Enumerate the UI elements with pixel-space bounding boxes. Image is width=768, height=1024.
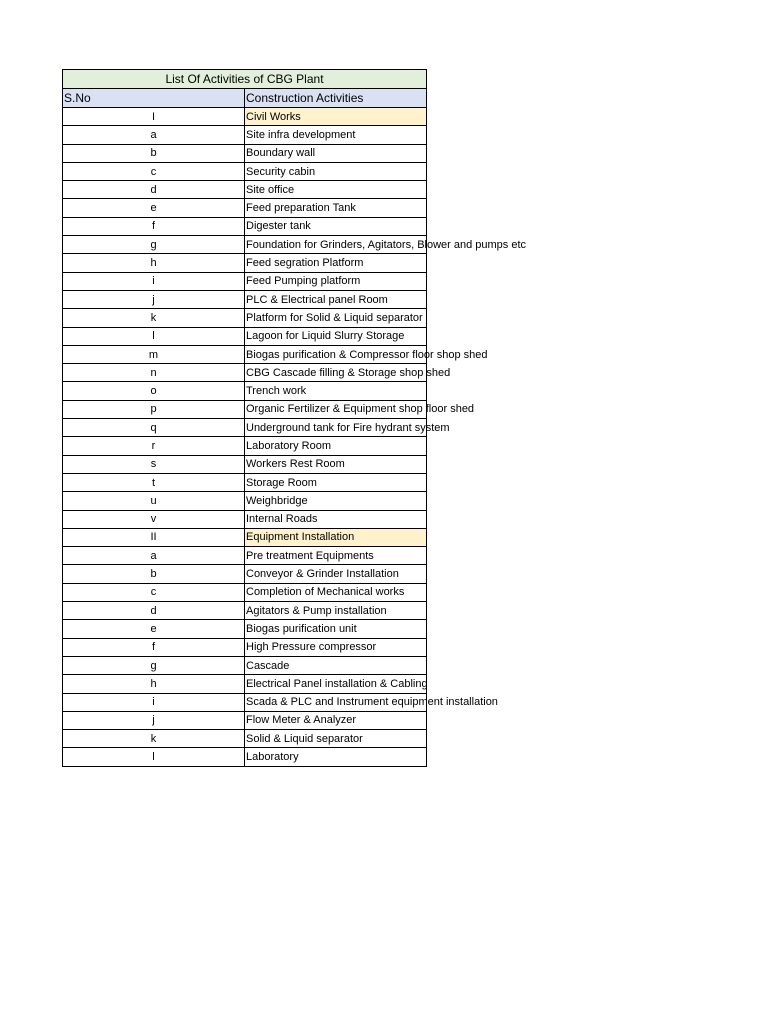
table-row [63, 547, 427, 565]
sno-cell[interactable]: k [63, 730, 245, 748]
activity-cell[interactable]: Digester tank [245, 217, 427, 235]
sno-cell[interactable]: n [63, 364, 245, 382]
sno-cell[interactable]: I [63, 108, 245, 126]
table-row [63, 272, 427, 290]
sno-cell[interactable]: l [63, 748, 245, 766]
activity-cell[interactable]: Platform for Solid & Liquid separator [245, 309, 427, 327]
table-row [63, 181, 427, 199]
section-row [63, 528, 427, 546]
activity-cell[interactable]: Security cabin [245, 162, 427, 180]
activity-cell[interactable]: Agitators & Pump installation [245, 602, 427, 620]
table-row [63, 144, 427, 162]
sno-cell[interactable]: p [63, 400, 245, 418]
header-activity[interactable]: Construction Activities [245, 89, 427, 108]
table-row [63, 236, 427, 254]
sno-cell[interactable]: i [63, 693, 245, 711]
table-row [63, 254, 427, 272]
activity-cell[interactable]: Feed preparation Tank [245, 199, 427, 217]
table-row [63, 583, 427, 601]
sno-cell[interactable]: g [63, 656, 245, 674]
sno-cell[interactable]: k [63, 309, 245, 327]
table-row [63, 364, 427, 382]
table-row [63, 345, 427, 363]
table-row [63, 327, 427, 345]
activity-cell[interactable]: Trench work [245, 382, 427, 400]
section-title-cell[interactable]: Civil Works [245, 108, 427, 126]
sno-cell[interactable]: II [63, 528, 245, 546]
sno-cell[interactable]: s [63, 455, 245, 473]
table-row [63, 162, 427, 180]
sno-cell[interactable]: g [63, 236, 245, 254]
sno-cell[interactable]: h [63, 675, 245, 693]
table-title[interactable]: List Of Activities of CBG Plant [63, 70, 427, 89]
table-row [63, 748, 427, 766]
table-row [63, 730, 427, 748]
table-row [63, 565, 427, 583]
table-row [63, 492, 427, 510]
sno-cell[interactable]: v [63, 510, 245, 528]
activity-cell[interactable]: Cascade [245, 656, 427, 674]
table-row [63, 437, 427, 455]
activity-cell[interactable]: Site infra development [245, 126, 427, 144]
activity-cell[interactable]: Flow Meter & Analyzer [245, 711, 427, 729]
table-row [63, 455, 427, 473]
sno-cell[interactable]: c [63, 162, 245, 180]
activity-cell[interactable]: Biogas purification & Compressor floor shop shed [245, 345, 427, 363]
table-row [63, 656, 427, 674]
activity-cell[interactable]: Lagoon for Liquid Slurry Storage [245, 327, 427, 345]
sno-cell[interactable]: l [63, 327, 245, 345]
sno-cell[interactable]: b [63, 565, 245, 583]
activity-cell[interactable]: Conveyor & Grinder Installation [245, 565, 427, 583]
sno-cell[interactable]: a [63, 126, 245, 144]
sno-cell[interactable]: e [63, 620, 245, 638]
table-row [63, 382, 427, 400]
activity-cell[interactable]: Workers Rest Room [245, 455, 427, 473]
activity-cell[interactable]: Feed segration Platform [245, 254, 427, 272]
activity-cell[interactable]: Foundation for Grinders, Agitators, Blower and pumps etc [245, 236, 427, 254]
sno-cell[interactable]: c [63, 583, 245, 601]
table-row [63, 675, 427, 693]
activity-cell[interactable]: Scada & PLC and Instrument equipment installation [245, 693, 427, 711]
sno-cell[interactable]: q [63, 419, 245, 437]
activity-cell[interactable]: Organic Fertilizer & Equipment shop floor shed [245, 400, 427, 418]
activity-cell[interactable]: Underground tank for Fire hydrant system [245, 419, 427, 437]
activity-cell[interactable]: PLC & Electrical panel Room [245, 290, 427, 308]
sno-cell[interactable]: b [63, 144, 245, 162]
activities-table [62, 69, 527, 767]
activity-cell[interactable]: Site office [245, 181, 427, 199]
sno-cell[interactable]: m [63, 345, 245, 363]
activity-cell[interactable]: Laboratory Room [245, 437, 427, 455]
activity-cell[interactable]: Biogas purification unit [245, 620, 427, 638]
activity-cell[interactable]: Internal Roads [245, 510, 427, 528]
table-row [63, 711, 427, 729]
table-row [63, 126, 427, 144]
table-row [63, 693, 427, 711]
table-title-row [63, 70, 427, 89]
table-row [63, 217, 427, 235]
activity-cell[interactable]: Storage Room [245, 473, 427, 491]
table-row [63, 309, 427, 327]
sno-cell[interactable]: i [63, 272, 245, 290]
spreadsheet [62, 69, 527, 767]
activity-cell[interactable]: Weighbridge [245, 492, 427, 510]
activity-cell[interactable]: Boundary wall [245, 144, 427, 162]
table-row [63, 602, 427, 620]
table-row [63, 199, 427, 217]
activity-cell[interactable]: Feed Pumping platform [245, 272, 427, 290]
table-row [63, 510, 427, 528]
activity-cell[interactable]: Pre treatment Equipments [245, 547, 427, 565]
activity-cell[interactable]: Laboratory [245, 748, 427, 766]
sno-cell[interactable]: f [63, 217, 245, 235]
sno-cell[interactable]: d [63, 602, 245, 620]
sno-cell[interactable]: u [63, 492, 245, 510]
table-row [63, 638, 427, 656]
activity-cell[interactable]: Completion of Mechanical works [245, 583, 427, 601]
section-row [63, 108, 427, 126]
sno-cell[interactable]: j [63, 711, 245, 729]
sno-cell[interactable]: e [63, 199, 245, 217]
table-row [63, 620, 427, 638]
sno-cell[interactable]: r [63, 437, 245, 455]
table-header-row [63, 89, 427, 108]
sno-cell[interactable]: t [63, 473, 245, 491]
sno-cell[interactable]: o [63, 382, 245, 400]
section-title-cell[interactable]: Equipment Installation [245, 528, 427, 546]
sno-cell[interactable]: f [63, 638, 245, 656]
sno-cell[interactable]: h [63, 254, 245, 272]
sno-cell[interactable]: d [63, 181, 245, 199]
table-row [63, 419, 427, 437]
activity-cell[interactable]: Solid & Liquid separator [245, 730, 427, 748]
sno-cell[interactable]: a [63, 547, 245, 565]
table-row [63, 400, 427, 418]
activity-cell[interactable]: High Pressure compressor [245, 638, 427, 656]
sno-cell[interactable]: j [63, 290, 245, 308]
activity-cell[interactable]: Electrical Panel installation & Cabling [245, 675, 427, 693]
activity-cell[interactable]: CBG Cascade filling & Storage shop shed [245, 364, 427, 382]
table-row [63, 290, 427, 308]
header-sno[interactable]: S.No [63, 89, 245, 108]
table-row [63, 473, 427, 491]
